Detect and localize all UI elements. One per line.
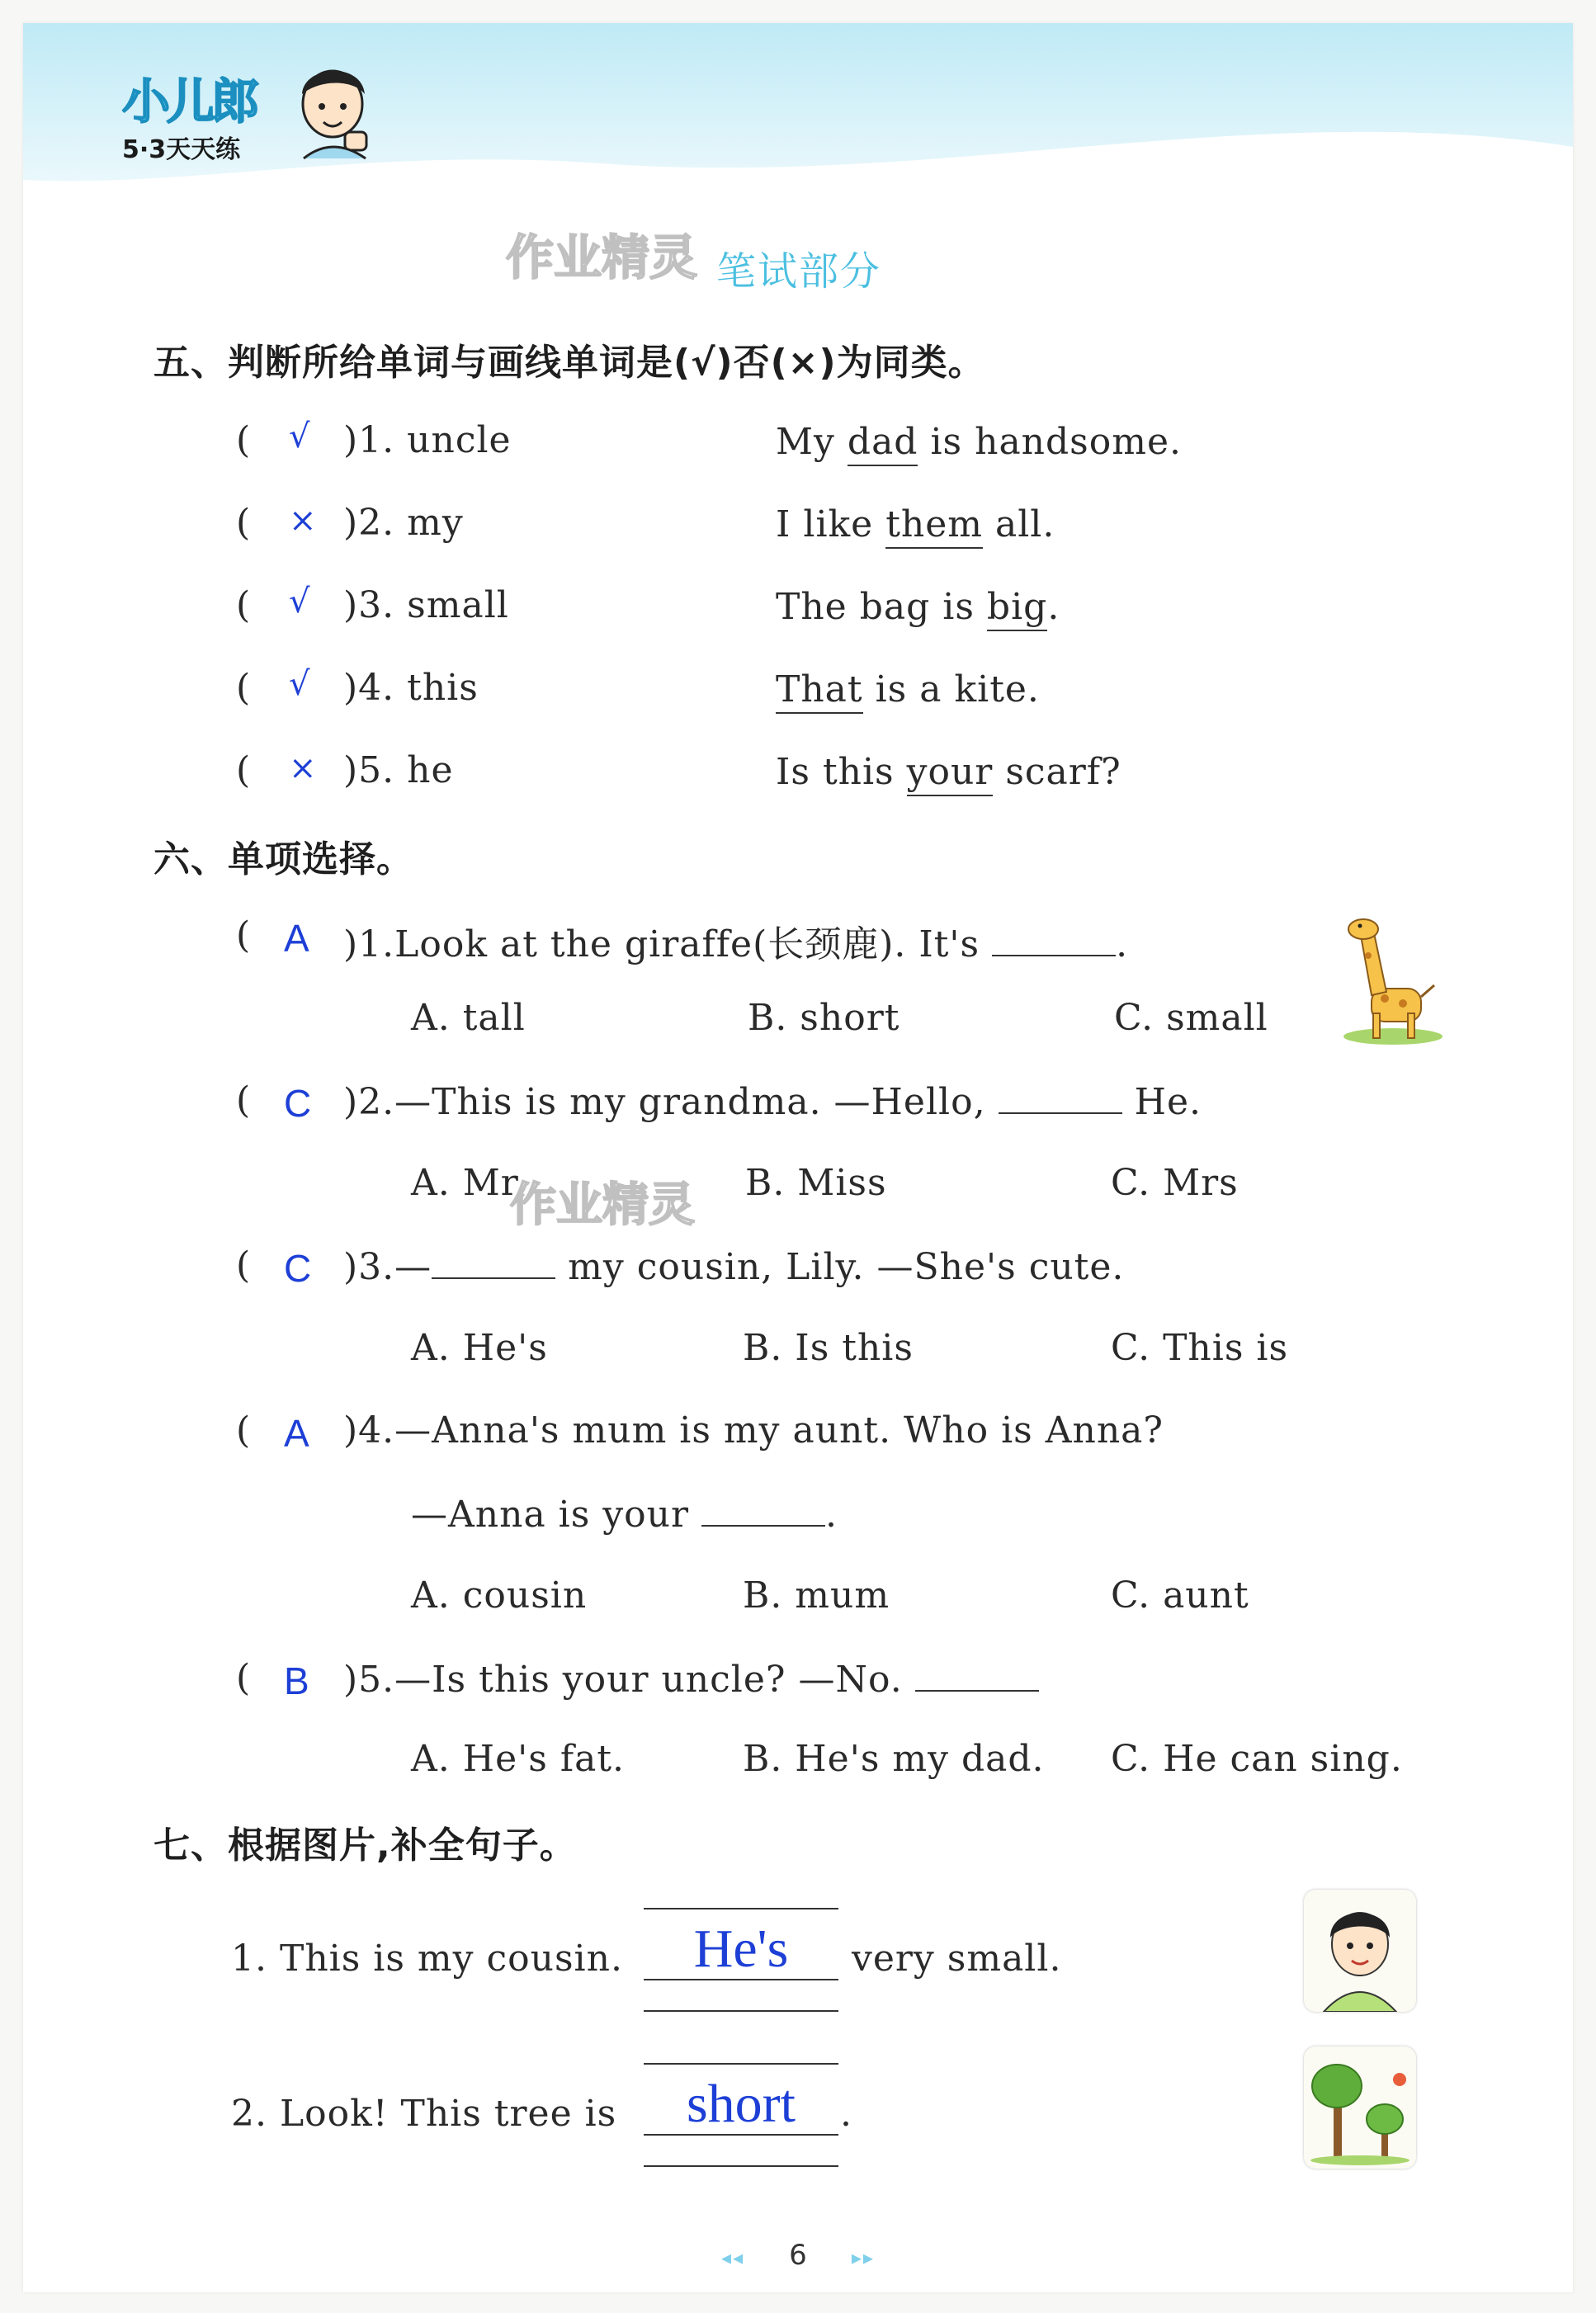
underlined-word: dad bbox=[848, 421, 918, 466]
option-c: C. Mrs bbox=[1111, 1162, 1239, 1204]
option-a: A. tall bbox=[411, 997, 526, 1039]
question-2: )2.—This is my grandma. —Hello, He. bbox=[343, 1081, 1202, 1123]
brand-logo bbox=[122, 63, 256, 165]
question-4-line-2: —Anna is your . bbox=[411, 1494, 838, 1536]
sentence: My dad is handsome. bbox=[776, 421, 1182, 463]
filled-answer: He's bbox=[693, 1919, 789, 1979]
given-word: my bbox=[407, 502, 464, 544]
answer-mark: × bbox=[289, 749, 317, 787]
option-c: C. aunt bbox=[1111, 1574, 1249, 1617]
given-word: small bbox=[407, 584, 509, 626]
option-a: A. He's bbox=[411, 1327, 548, 1369]
part5-heading: 五、判断所给单词与画线单词是(√)否(×)为同类。 bbox=[153, 342, 985, 384]
underlined-word: your bbox=[907, 751, 994, 796]
cousin-picture bbox=[1304, 1890, 1416, 2012]
answer-mark: √ bbox=[289, 665, 310, 703]
watermark: 作业精灵 bbox=[510, 1178, 695, 1232]
question-4: )4.—Anna's mum is my aunt. Who is Anna? bbox=[343, 1409, 1164, 1452]
option-b: B. mum bbox=[743, 1574, 890, 1617]
answer-blank bbox=[915, 1657, 1039, 1692]
answer-mark: √ bbox=[289, 583, 310, 621]
option-c: C. small bbox=[1114, 997, 1268, 1039]
trees-icon bbox=[1304, 2046, 1416, 2169]
next-arrows-icon: ▸▸ bbox=[851, 2246, 875, 2269]
underlined-word: them bbox=[885, 503, 983, 549]
answer-blank bbox=[992, 922, 1116, 956]
given-word: uncle bbox=[407, 419, 512, 461]
option-c: C. He can sing. bbox=[1111, 1738, 1403, 1780]
option-a: A. Mr bbox=[411, 1162, 519, 1204]
answer-letter: C bbox=[284, 1082, 312, 1125]
sentence: The bag is big. bbox=[776, 586, 1060, 628]
watermark: 作业精灵 bbox=[506, 229, 698, 286]
question-1: )1.Look at the giraffe(长颈鹿). It's . bbox=[343, 923, 1129, 965]
underlined-word: That bbox=[776, 668, 863, 714]
option-a: A. He's fat. bbox=[411, 1738, 626, 1780]
given-word: he bbox=[407, 749, 454, 791]
page-number: 6 bbox=[789, 2239, 807, 2272]
given-word: this bbox=[407, 667, 479, 709]
part7-heading: 七、根据图片,补全句子。 bbox=[153, 1824, 577, 1867]
answer-blank bbox=[701, 1492, 825, 1527]
sentence: I like them all. bbox=[776, 503, 1055, 545]
option-b: B. Is this bbox=[743, 1327, 914, 1369]
logo-subtitle: 5·3天天练 bbox=[122, 135, 241, 164]
worksheet-page: 小儿郎 5·3天天练 作业精灵 笔试部分 五、判断所给单词与画线单词是(√)否(×)为同类。 ( √ )1. uncle My dad is handsome. ( × )2. my I like them all. ( √ )3. small The bag is big. ( √ )4. this That is a kite. ( × )5. he Is this your scarf? 六、单项选择。 ( A )1.Look at the giraffe(长颈鹿). It's . A. tall B. short C. small ( C )2.—This is my grandma. —Hello, He. A. Mr B. Miss C. Mrs 作业精灵 ( C )3.— my cousin, Lily. —She's cute. A. He's B. Is this C. This is ( A )4.—Anna's mum is my aunt. Who is Anna? —Anna is your . A. cousin B. mum C. aunt ( B )5.—Is this your uncle? —No. A. He's fat. B. He's my dad. C. He can sing. 七、根据图片,补全句子。 1. This is my cousin. He's very small. 2. Look! This tree is short . ◂◂ 6 ▸▸ bbox=[23, 23, 1573, 2292]
trees-picture bbox=[1304, 2046, 1416, 2169]
answer-blank bbox=[432, 1244, 555, 1279]
page-footer bbox=[23, 2239, 1573, 2272]
option-b: B. He's my dad. bbox=[743, 1738, 1045, 1780]
logo-title: 小儿郎 bbox=[122, 73, 257, 130]
filled-answer: short bbox=[687, 2074, 796, 2134]
question-3: )3.— my cousin, Lily. —She's cute. bbox=[343, 1246, 1125, 1288]
answer-letter: C bbox=[284, 1247, 312, 1290]
option-b: B. Miss bbox=[745, 1162, 887, 1204]
answer-letter: B bbox=[284, 1659, 309, 1702]
section-title: 笔试部分 bbox=[716, 248, 882, 295]
sentence: Is this your scarf? bbox=[776, 751, 1121, 793]
option-c: C. This is bbox=[1111, 1327, 1289, 1369]
answer-letter: A bbox=[284, 1412, 309, 1455]
underlined-word: big bbox=[987, 586, 1047, 631]
answer-blank bbox=[999, 1079, 1122, 1114]
answer-mark: √ bbox=[289, 418, 310, 456]
question-5: )5.—Is this your uncle? —No. bbox=[343, 1657, 1039, 1701]
option-a: A. cousin bbox=[411, 1574, 588, 1617]
mascot-boy-icon bbox=[287, 61, 378, 160]
answer-mark: × bbox=[289, 502, 317, 540]
answer-letter: A bbox=[284, 917, 309, 960]
sentence: That is a kite. bbox=[776, 668, 1040, 710]
option-b: B. short bbox=[748, 997, 900, 1039]
prev-arrows-icon: ◂◂ bbox=[721, 2246, 745, 2269]
giraffe-icon bbox=[1335, 906, 1451, 1046]
boy-icon bbox=[1304, 1890, 1416, 2012]
part6-heading: 六、单项选择。 bbox=[153, 838, 413, 880]
